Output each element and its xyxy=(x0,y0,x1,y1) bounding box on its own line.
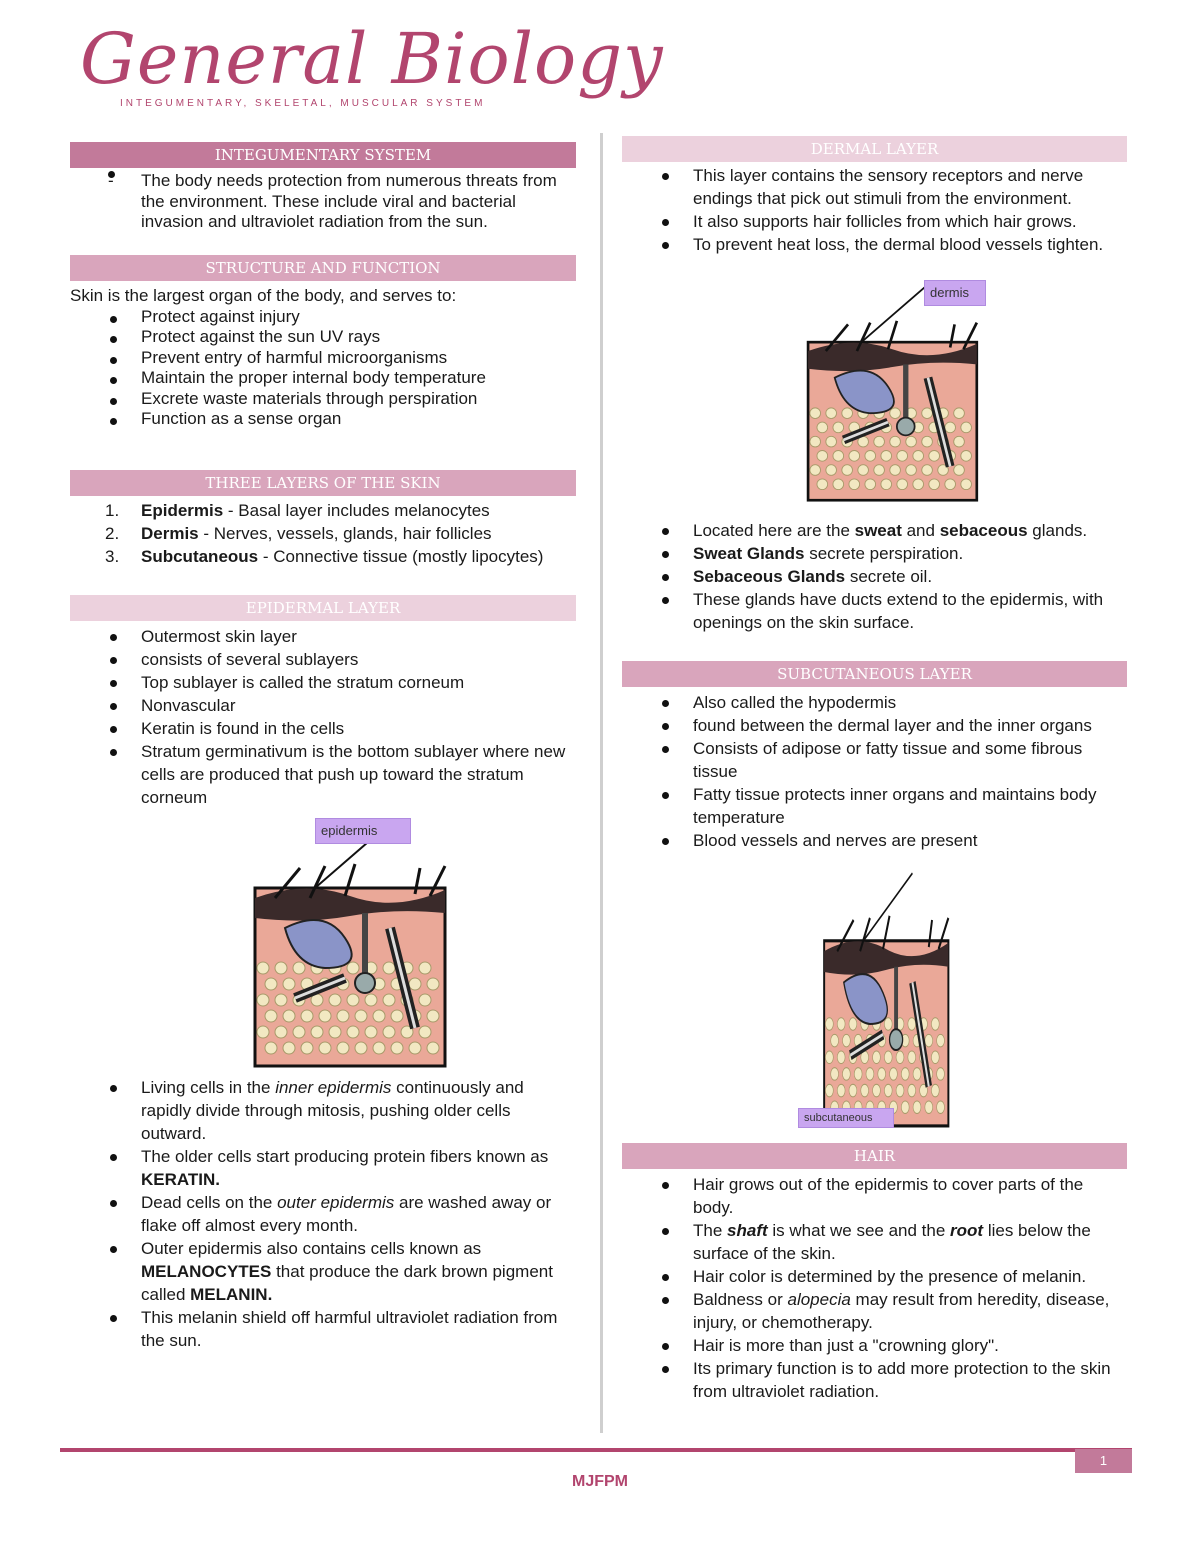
heading-epidermal: EPIDERMAL LAYER xyxy=(70,595,576,621)
text: glands. xyxy=(1027,521,1088,540)
text-italic: inner epidermis xyxy=(275,1078,392,1097)
text-bold-italic: root xyxy=(950,1221,984,1240)
list-item: This melanin shield off harmful ultraviolet radiation from the sun. xyxy=(70,1306,576,1352)
text: Living cells in the xyxy=(141,1078,276,1097)
text: Located here are the xyxy=(693,521,855,540)
list-item xyxy=(622,1219,1127,1265)
text: Baldness or xyxy=(693,1290,788,1309)
list-item: Hair grows out of the epidermis to cover parts of the body. xyxy=(622,1173,1127,1219)
text: Outer epidermis also contains cells known as xyxy=(141,1239,482,1258)
skin-figure-epidermis xyxy=(215,818,475,1068)
list-item: To prevent heat loss, the dermal blood vessels tighten. xyxy=(622,233,1127,256)
list-item xyxy=(622,542,1127,565)
heading-layers: THREE LAYERS OF THE SKIN xyxy=(70,470,576,496)
list-item: Function as a sense organ xyxy=(70,409,576,430)
list-item: Protect against the sun UV rays xyxy=(70,327,576,348)
list-item: Outermost skin layer xyxy=(70,625,576,648)
list-item: Stratum germinativum is the bottom sublayer where new cells are produced that push up toward the stratum corneum xyxy=(70,740,576,809)
text: secrete oil. xyxy=(845,567,933,586)
list-item xyxy=(70,1191,576,1237)
footer-author: MJFPM xyxy=(572,1473,628,1490)
skin-diagram xyxy=(215,818,475,1068)
list-item: These glands have ducts extend to the epidermis, with openings on the skin surface. xyxy=(622,588,1127,634)
list-item: Top sublayer is called the stratum corneum xyxy=(70,671,576,694)
skin-figure-dermis xyxy=(768,280,1008,502)
list-item: Hair color is determined by the presence of melanin. xyxy=(622,1265,1127,1288)
list-number: 3. xyxy=(105,547,120,566)
list-item: Keratin is found in the cells xyxy=(70,717,576,740)
dermal-text xyxy=(622,164,1127,256)
logo-title: General Biology xyxy=(80,18,664,100)
text-bold: MELANIN. xyxy=(190,1285,273,1304)
list-item: Protect against injury xyxy=(70,307,576,328)
text: secrete perspiration. xyxy=(804,544,964,563)
figure-label-dermis: dermis xyxy=(924,280,986,306)
list-item: Its primary function is to add more protection to the skin from ultraviolet radiation. xyxy=(622,1357,1127,1403)
layers-text xyxy=(70,499,576,568)
text-bold: MELANOCYTES xyxy=(141,1262,272,1281)
hair-text xyxy=(622,1173,1127,1403)
text-bold: Sebaceous Glands xyxy=(693,567,846,586)
list-number: 2. xyxy=(105,524,120,543)
heading-structure: STRUCTURE AND FUNCTION xyxy=(70,255,576,281)
text: The older cells start producing protein fibers known as xyxy=(141,1147,549,1166)
layer-term: Subcutaneous xyxy=(141,547,259,566)
list-item: Hair is more than just a "crowning glory". xyxy=(622,1334,1127,1357)
text: continuously and rapidly divide through mitosis, pushing older cells outward. xyxy=(141,1078,524,1143)
list-item: - The body needs protection from numerous threats from the environment. These include viral and bacterial invasion and ultraviolet radiation from the sun. xyxy=(70,171,576,233)
skin-figure-subcutaneous xyxy=(798,868,968,1128)
list-item: Excrete waste materials through perspiration xyxy=(70,389,576,410)
layer-term: Dermis xyxy=(141,524,199,543)
text: that produce the dark brown pigment called xyxy=(141,1262,553,1304)
list-item: It also supports hair follicles from which hair grows. xyxy=(622,210,1127,233)
epidermal-text-2 xyxy=(70,1076,576,1352)
integumentary-text xyxy=(70,171,576,233)
text: may result from heredity, disease, injury, or chemotherapy. xyxy=(693,1290,1110,1332)
structure-text xyxy=(70,286,576,430)
list-item xyxy=(622,565,1127,588)
heading-subcutaneous: SUBCUTANEOUS LAYER xyxy=(622,661,1127,687)
list-item xyxy=(70,545,576,568)
layer-desc: - Connective tissue (mostly lipocytes) xyxy=(258,547,544,566)
figure-label-subcutaneous: subcutaneous xyxy=(798,1108,894,1128)
column-divider xyxy=(600,133,603,1433)
epidermal-text xyxy=(70,625,576,809)
heading-hair: HAIR xyxy=(622,1143,1127,1169)
text-bold-italic: shaft xyxy=(727,1221,768,1240)
list-item xyxy=(70,1145,576,1191)
text: are washed away or flake off almost every month. xyxy=(141,1193,552,1235)
logo-subtitle: INTEGUMENTARY, SKELETAL, MUSCULAR SYSTEM xyxy=(120,98,486,109)
text: Dead cells on the xyxy=(141,1193,278,1212)
figure-label-epidermis: epidermis xyxy=(315,818,411,844)
text: The xyxy=(693,1221,728,1240)
text-italic: outer epidermis xyxy=(277,1193,395,1212)
text: lies below the surface of the skin. xyxy=(693,1221,1091,1263)
text-bold: sweat xyxy=(854,521,902,540)
list-item: Prevent entry of harmful microorganisms xyxy=(70,348,576,369)
heading-dermal: DERMAL LAYER xyxy=(622,136,1127,162)
structure-list xyxy=(70,307,576,430)
text-italic: alopecia xyxy=(787,1290,851,1309)
list-item xyxy=(70,522,576,545)
list-item: This layer contains the sensory receptors and nerve endings that pick out stimuli from the environment. xyxy=(622,164,1127,210)
layer-desc: - Nerves, vessels, glands, hair follicles xyxy=(198,524,492,543)
text: is what we see and the xyxy=(767,1221,951,1240)
list-item: Also called the hypodermis xyxy=(622,691,1127,714)
text-bold: KERATIN. xyxy=(141,1170,221,1189)
list-number: 1. xyxy=(105,501,120,520)
list-item xyxy=(70,499,576,522)
page-number: 1 xyxy=(1075,1449,1132,1473)
list-item: found between the dermal layer and the inner organs xyxy=(622,714,1127,737)
skin-diagram xyxy=(768,280,1008,502)
list-item: consists of several sublayers xyxy=(70,648,576,671)
list-item xyxy=(70,1076,576,1145)
list-item xyxy=(70,1237,576,1306)
heading-integumentary: INTEGUMENTARY SYSTEM xyxy=(70,142,576,168)
list-item: Nonvascular xyxy=(70,694,576,717)
list-item: Consists of adipose or fatty tissue and some fibrous tissue xyxy=(622,737,1127,783)
text-bold: Sweat Glands xyxy=(693,544,805,563)
text-bold: sebaceous xyxy=(939,521,1028,540)
footer-line xyxy=(60,1448,1132,1452)
skin-diagram xyxy=(798,868,968,1128)
list-item: Maintain the proper internal body temperature xyxy=(70,368,576,389)
dermal-text-2 xyxy=(622,519,1127,634)
list-item: Fatty tissue protects inner organs and maintains body temperature xyxy=(622,783,1127,829)
subcutaneous-text xyxy=(622,691,1127,852)
list-item xyxy=(622,519,1127,542)
logo xyxy=(80,18,664,128)
text: and xyxy=(901,521,940,540)
layer-desc: - Basal layer includes melanocytes xyxy=(223,501,490,520)
list-item xyxy=(622,1288,1127,1334)
structure-intro: Skin is the largest organ of the body, and serves to: xyxy=(70,286,457,305)
list-item: Blood vessels and nerves are present xyxy=(622,829,1127,852)
layer-term: Epidermis xyxy=(141,501,224,520)
